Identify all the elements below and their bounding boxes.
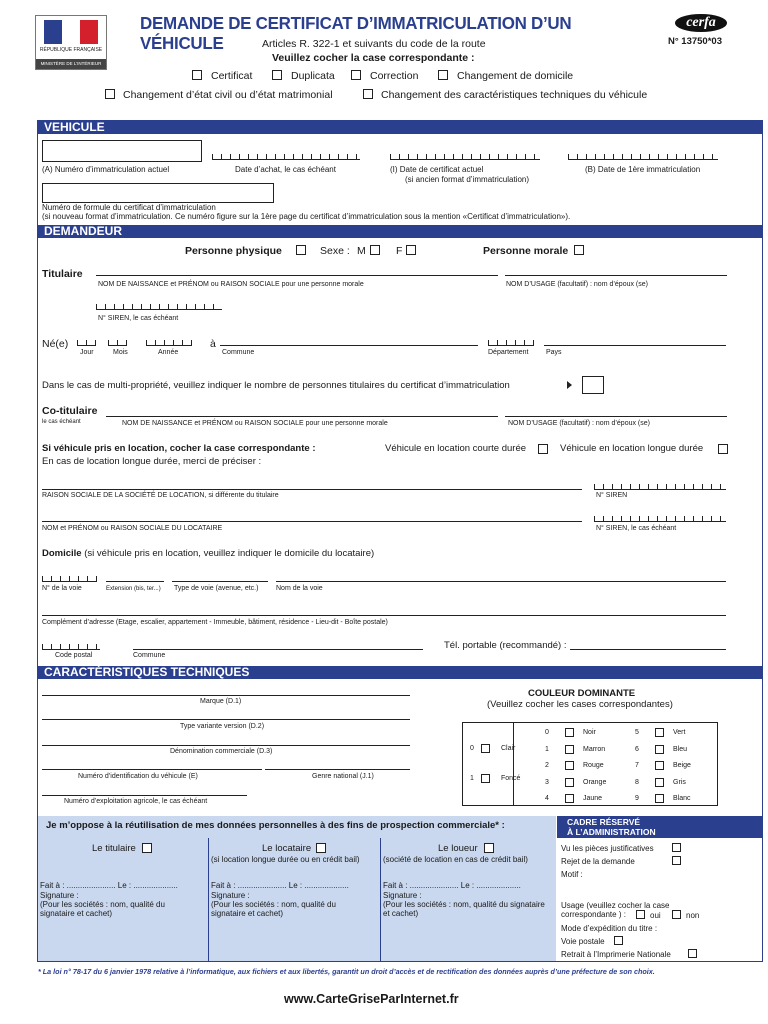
color-label: Noir	[583, 729, 596, 736]
locataire-opposition-checkbox[interactable]	[316, 843, 326, 853]
admin-rejet-label: Rejet de la demande	[561, 857, 635, 866]
naissance-departement-input[interactable]	[488, 334, 534, 346]
date-certificat-input[interactable]	[390, 148, 540, 160]
personne-morale-checkbox[interactable]	[574, 245, 584, 255]
admin-pieces-checkbox[interactable]	[672, 843, 681, 852]
admin-usage-non-label: non	[686, 911, 700, 920]
couleur-subtitle: (Veuillez cocher les cases correspondantes)	[487, 699, 673, 710]
location-courte-checkbox[interactable]	[538, 444, 548, 454]
opposition-divider-2	[380, 838, 381, 961]
admin-rejet-checkbox[interactable]	[672, 856, 681, 865]
tone-checkbox[interactable]	[481, 774, 490, 783]
domicile-bold-label: Domicile	[42, 548, 82, 559]
location-longue-label: Véhicule en location longue durée	[560, 443, 704, 454]
multi-propriete-label: Dans le cas de multi-propriété, veuillez indiquer le nombre de personnes titulaires du certificat d’immatriculation	[42, 380, 510, 391]
locataire-signature-note: (Pour les sociétés : nom, qualité du signataire et cachet)	[211, 900, 336, 918]
siren-location-label: N° SIREN	[596, 492, 628, 499]
color-checkbox[interactable]	[655, 778, 664, 787]
color-checkbox[interactable]	[655, 794, 664, 803]
section-vehicule: VEHICULE	[38, 121, 762, 134]
raison-sociale-location-label: RAISON SOCIALE DE LA SOCIÉTÉ DE LOCATION, si différente du titulaire	[42, 492, 279, 499]
admin-retrait-checkbox[interactable]	[688, 949, 697, 958]
admin-voie-postale-label: Voie postale	[561, 937, 605, 946]
complement-adresse-input[interactable]	[42, 604, 726, 616]
color-number: 4	[545, 795, 549, 802]
date-certificat-sublabel: (si ancien format d’immatriculation)	[405, 175, 530, 184]
commune-label: Commune	[222, 349, 255, 356]
type-voie-input[interactable]	[172, 570, 268, 582]
marque-input[interactable]	[42, 684, 410, 696]
tone-number: 0	[470, 745, 474, 752]
numero-formule-input[interactable]	[42, 183, 274, 203]
extension-input[interactable]	[106, 570, 164, 582]
duplicata-label: Duplicata	[291, 70, 335, 82]
tone-checkbox[interactable]	[481, 744, 490, 753]
color-label: Vert	[673, 729, 686, 736]
locataire-signature-label: Signature :	[211, 891, 250, 900]
sexe-f-checkbox[interactable]	[406, 245, 416, 255]
naissance-annee-input[interactable]	[146, 334, 192, 346]
multi-propriete-count-input[interactable]	[582, 376, 604, 394]
color-checkbox[interactable]	[655, 745, 664, 754]
code-postal-label: Code postal	[55, 652, 93, 659]
color-number: 9	[635, 795, 639, 802]
date-premiere-immat-label: (B) Date de 1ère immatriculation	[585, 165, 701, 174]
annee-label: Année	[158, 349, 179, 356]
admin-title-1: CADRE RÉSERVÉ	[567, 817, 641, 827]
location-longue-checkbox[interactable]	[718, 444, 728, 454]
denomination-input[interactable]	[42, 734, 410, 746]
titulaire-label: Titulaire	[42, 268, 83, 280]
admin-motif-label: Motif :	[561, 870, 583, 879]
admin-pieces-label: Vu les pièces justificatives	[561, 844, 654, 853]
lieu-a-label: à	[210, 338, 216, 350]
color-number: 1	[545, 745, 549, 753]
raison-sociale-location-input[interactable]	[42, 478, 582, 490]
admin-header	[557, 816, 762, 838]
admin-usage-label: Usage (veuillez cocher la case correspondante ) :	[561, 901, 670, 919]
immatriculation-label: (A) Numéro d’immatriculation actuel	[42, 165, 170, 174]
cerfa-number: N° 13750*03	[668, 36, 722, 47]
admin-retrait-label: Retrait à l’Imprimerie Nationale	[561, 950, 671, 959]
loueur-opposition-note: (société de location en cas de crédit bail)	[383, 855, 528, 864]
numero-formule-label: Numéro de formule du certificat d’immatriculation	[42, 203, 216, 212]
exploitation-label: Numéro d’exploitation agricole, le cas échéant	[64, 798, 208, 805]
denomination-label: Dénomination commerciale (D.3)	[170, 748, 273, 755]
titulaire-opposition-checkbox[interactable]	[142, 843, 152, 853]
identification-label: Numéro d’identification du véhicule (E)	[78, 773, 198, 780]
duplicata-checkbox[interactable]	[272, 70, 282, 80]
marque-label: Marque (D.1)	[200, 698, 242, 705]
color-label: Jaune	[583, 795, 603, 802]
date-certificat-label: (I) Date de certificat actuel	[390, 165, 484, 174]
color-number: 2	[545, 762, 549, 769]
color-label: Rouge	[583, 762, 604, 769]
color-checkbox[interactable]	[565, 794, 574, 803]
genre-label: Genre national (J.1)	[312, 773, 374, 780]
titulaire-usage-label: NOM D’USAGE (facultatif) : nom d’époux (se)	[506, 281, 648, 288]
siren-label: N° SIREN, le cas échéant	[98, 315, 179, 322]
locataire-opposition-label: Le locataire	[262, 843, 312, 854]
mois-label: Mois	[113, 349, 128, 356]
numero-formule-note: (si nouveau format d’immatriculation. Ce numéro figure sur la 1ère page du certificat d’immatriculation sous la mention «Certificat d’immatriculation»).	[42, 212, 571, 221]
pays-label: Pays	[546, 349, 562, 356]
couleur-table	[462, 722, 718, 806]
personne-physique-label: Personne physique	[185, 245, 282, 257]
ministry-label: MINISTÈRE DE L'INTÉRIEUR	[36, 59, 106, 69]
domicile-commune-input[interactable]	[133, 638, 423, 650]
color-label: Marron	[583, 745, 606, 753]
location-courte-label: Véhicule en location courte durée	[385, 443, 527, 454]
type-voie-label: Type de voie (avenue, etc.)	[174, 585, 259, 592]
form-instruction: Veuillez cocher la case correspondante :	[272, 52, 475, 64]
cotitulaire-nom-input[interactable]	[106, 405, 498, 417]
certificat-checkbox[interactable]	[192, 70, 202, 80]
footnote: * La loi n° 78-17 du 6 janvier 1978 relative à l’informatique, aux fichiers et aux libertés, garantit un droit d’accès et de rectification des données auprès d’une préfecture de son choix.	[38, 967, 655, 976]
numero-voie-label: N° de la voie	[42, 585, 82, 592]
admin-voie-postale-checkbox[interactable]	[614, 936, 623, 945]
location-longue-precise: En cas de location longue durée, merci de préciser :	[42, 456, 262, 467]
color-label: Gris	[673, 778, 686, 786]
color-checkbox[interactable]	[565, 728, 574, 737]
personne-physique-checkbox[interactable]	[296, 245, 306, 255]
date-achat-input[interactable]	[212, 148, 360, 160]
sexe-m-label: M	[357, 245, 366, 257]
naissance-jour-input[interactable]	[77, 334, 96, 346]
loueur-opposition-checkbox[interactable]	[484, 843, 494, 853]
changement-etat-civil-label: Changement d’état civil ou d’état matrimonial	[123, 89, 333, 101]
domicile-label	[42, 548, 374, 559]
certificat-label: Certificat	[211, 70, 253, 82]
naissance-mois-input[interactable]	[108, 334, 127, 346]
changement-caracteristiques-label: Changement des caractéristiques techniques du véhicule	[381, 89, 648, 101]
code-postal-input[interactable]	[42, 638, 100, 650]
tone-label: Foncé	[501, 775, 521, 782]
nom-locataire-input[interactable]	[42, 510, 582, 522]
nom-locataire-label: NOM et PRÉNOM ou RAISON SOCIALE DU LOCATAIRE	[42, 525, 223, 532]
loueur-signature-label: Signature :	[383, 891, 422, 900]
color-number: 7	[635, 762, 639, 769]
marianne-caption: RÉPUBLIQUE FRANÇAISE	[39, 47, 103, 53]
naissance-commune-input[interactable]	[220, 334, 478, 346]
color-checkbox[interactable]	[655, 728, 664, 737]
form-title: DEMANDE DE CERTIFICAT D’IMMATRICULATION D’UN VÉHICULE	[140, 13, 572, 53]
loueur-fait-label: Fait à : ...................... Le : ....................	[383, 881, 521, 890]
admin-title-2: À L’ADMINISTRATION	[567, 827, 656, 837]
titulaire-signature-label: Signature :	[40, 891, 79, 900]
titulaire-nom-label: NOM DE NAISSANCE et PRÉNOM ou RAISON SOCIALE pour une personne morale	[98, 281, 364, 288]
arrow-right-icon	[567, 381, 572, 389]
cotitulaire-nom-label: NOM DE NAISSANCE et PRÉNOM ou RAISON SOCIALE pour une personne morale	[122, 420, 388, 427]
numero-voie-input[interactable]	[42, 570, 97, 582]
color-number: 3	[545, 778, 549, 786]
color-number: 8	[635, 778, 639, 786]
section-demandeur: DEMANDEUR	[38, 225, 762, 238]
identification-input[interactable]	[42, 758, 262, 770]
cotitulaire-usage-label: NOM D’USAGE (facultatif) : nom d’époux (se)	[508, 420, 650, 427]
changement-etat-civil-checkbox[interactable]	[105, 89, 115, 99]
complement-adresse-label: Complément d’adresse (Etage, escalier, appartement - Immeuble, bâtiment, résidence - Lieu-dit - Boîte postale)	[42, 619, 388, 626]
immatriculation-input[interactable]	[42, 140, 202, 162]
cotitulaire-label: Co-titulaire	[42, 405, 98, 417]
cerfa-logo: cerfa	[675, 14, 727, 32]
color-checkbox[interactable]	[565, 761, 574, 770]
siren-location-input[interactable]	[594, 478, 726, 490]
titulaire-opposition-label: Le titulaire	[92, 843, 136, 854]
form-subtitle: Articles R. 322-1 et suivants du code de la route	[262, 38, 486, 50]
couleur-title: COULEUR DOMINANTE	[528, 688, 636, 699]
nom-voie-label: Nom de la voie	[276, 585, 323, 592]
sexe-m-checkbox[interactable]	[370, 245, 380, 255]
extension-label: Extension (bis, ter...)	[106, 586, 161, 592]
color-checkbox[interactable]	[565, 745, 574, 754]
titulaire-fait-label: Fait à : ...................... Le : ....................	[40, 881, 178, 890]
opposition-title: Je m’oppose à la réutilisation de mes données personnelles à des fins de prospection commerciale* :	[46, 820, 505, 831]
domicile-commune-label: Commune	[133, 652, 166, 659]
genre-input[interactable]	[265, 758, 410, 770]
color-checkbox[interactable]	[655, 761, 664, 770]
color-label: Blanc	[673, 795, 691, 802]
opposition-divider-1	[208, 838, 209, 961]
admin-usage-non-checkbox[interactable]	[672, 910, 681, 919]
telephone-input[interactable]	[570, 638, 726, 650]
correction-label: Correction	[370, 70, 419, 82]
color-checkbox[interactable]	[565, 778, 574, 787]
changement-domicile-label: Changement de domicile	[457, 70, 574, 82]
date-achat-label: Date d’achat, le cas échéant	[235, 165, 336, 174]
color-label: Beige	[673, 762, 691, 769]
telephone-label: Tél. portable (recommandé) :	[444, 640, 567, 651]
personne-morale-label: Personne morale	[483, 245, 569, 257]
date-premiere-immat-input[interactable]	[568, 148, 718, 160]
changement-caracteristiques-checkbox[interactable]	[363, 89, 373, 99]
admin-usage-oui-label: oui	[650, 911, 661, 920]
exploitation-input[interactable]	[42, 784, 247, 796]
naissance-pays-input[interactable]	[544, 334, 726, 346]
titulaire-signature-note: (Pour les sociétés : nom, qualité du signataire et cachet)	[40, 900, 165, 918]
locataire-opposition-note: (si location longue durée ou en crédit bail)	[211, 855, 360, 864]
type-variante-input[interactable]	[42, 708, 410, 720]
nom-voie-input[interactable]	[276, 570, 726, 582]
titulaire-nom-input[interactable]	[96, 264, 498, 276]
locataire-fait-label: Fait à : ...................... Le : ....................	[211, 881, 349, 890]
cotitulaire-sublabel: le cas échéant	[42, 419, 81, 425]
color-number: 6	[635, 745, 639, 753]
siren-locataire-label: N° SIREN, le cas échéant	[596, 525, 677, 532]
titulaire-usage-input[interactable]	[505, 264, 727, 276]
admin-usage-oui-checkbox[interactable]	[636, 910, 645, 919]
website-link[interactable]: www.CarteGriseParInternet.fr	[284, 992, 459, 1006]
loueur-opposition-label: Le loueur	[438, 843, 478, 854]
departement-label: Département	[488, 349, 529, 356]
color-number: 0	[545, 729, 549, 736]
siren-locataire-input[interactable]	[594, 510, 726, 522]
jour-label: Jour	[80, 349, 94, 356]
color-number: 5	[635, 729, 639, 736]
loueur-signature-note: (Pour les sociétés : nom, qualité du signataire et cachet)	[383, 900, 545, 918]
color-label: Orange	[583, 778, 607, 786]
admin-mode-label: Mode d’expédition du titre :	[561, 924, 658, 933]
location-label: Si véhicule pris en location, cocher la case correspondante :	[42, 443, 316, 454]
sexe-f-label: F	[396, 245, 403, 257]
type-variante-label: Type variante version (D.2)	[180, 723, 265, 730]
cotitulaire-usage-input[interactable]	[505, 405, 727, 417]
color-label: Bleu	[673, 745, 688, 753]
siren-input[interactable]	[96, 298, 222, 310]
tone-label: Clair	[501, 745, 516, 752]
sexe-label: Sexe :	[320, 245, 350, 257]
marianne-logo	[35, 15, 107, 70]
correction-checkbox[interactable]	[351, 70, 361, 80]
section-caracteristiques: CARACTÉRISTIQUES TECHNIQUES	[38, 666, 762, 679]
tone-number: 1	[470, 775, 474, 782]
changement-domicile-checkbox[interactable]	[438, 70, 448, 80]
domicile-rest-label: (si véhicule pris en location, veuillez indiquer le domicile du locataire)	[81, 548, 375, 559]
naissance-label: Né(e)	[42, 338, 69, 350]
